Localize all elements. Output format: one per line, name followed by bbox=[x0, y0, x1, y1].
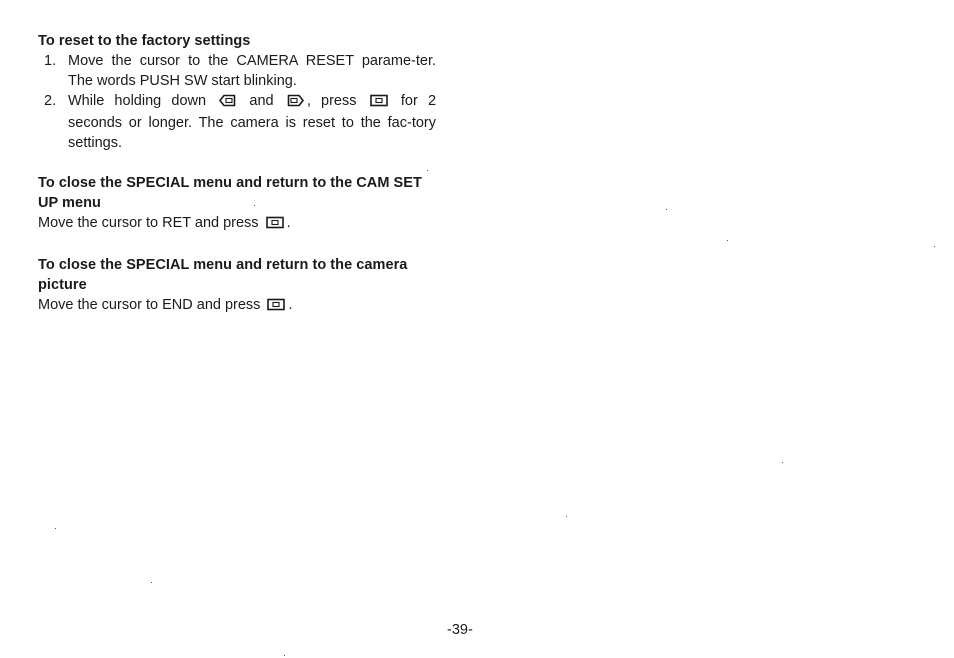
step-2-text-b: and bbox=[249, 93, 274, 109]
step-2-number: 2. bbox=[44, 93, 57, 109]
factory-reset-section bbox=[38, 31, 438, 153]
scan-speck bbox=[727, 240, 728, 241]
scan-speck bbox=[566, 516, 567, 517]
select-button-icon bbox=[266, 215, 284, 235]
scan-speck bbox=[427, 170, 428, 171]
scan-speck bbox=[666, 209, 667, 210]
step-2 bbox=[38, 91, 436, 153]
scan-speck bbox=[254, 205, 255, 206]
factory-reset-steps bbox=[38, 51, 438, 153]
right-arrow-button-icon bbox=[287, 93, 304, 113]
scan-speck bbox=[782, 462, 783, 463]
step-1-text: Move the cursor to the CAMERA RESET parame-ter. The words PUSH SW start blinking. bbox=[68, 53, 436, 89]
step-2-text-d: for 2 seconds or longer. The camera is reset to the fac-tory settings. bbox=[68, 93, 437, 151]
select-button-icon bbox=[370, 93, 388, 113]
close-to-camera-picture-period: . bbox=[288, 297, 293, 313]
close-to-cam-setup-heading: To close the SPECIAL menu and return to the CAM SET UP menu bbox=[38, 175, 422, 211]
scan-speck bbox=[55, 528, 56, 529]
close-to-cam-setup-instruction: Move the cursor to RET and press bbox=[38, 215, 259, 231]
scan-speck bbox=[151, 582, 152, 583]
close-to-camera-picture-section bbox=[38, 255, 438, 317]
manual-page-content bbox=[38, 31, 438, 337]
page-number: -39- bbox=[447, 622, 473, 638]
scan-speck bbox=[284, 655, 285, 656]
close-to-cam-setup-text bbox=[38, 213, 438, 235]
close-to-camera-picture-text bbox=[38, 295, 438, 317]
close-to-camera-picture-instruction: Move the cursor to END and press bbox=[38, 297, 261, 313]
close-to-cam-setup-period: . bbox=[286, 215, 291, 231]
step-2-text-c: , press bbox=[306, 93, 357, 109]
close-to-cam-setup-section bbox=[38, 173, 438, 235]
step-1 bbox=[38, 51, 436, 91]
step-1-number: 1. bbox=[44, 53, 57, 69]
scan-speck bbox=[934, 246, 935, 247]
step-2-text-a: While holding down bbox=[68, 93, 207, 109]
factory-reset-heading: To reset to the factory settings bbox=[38, 33, 251, 49]
close-to-camera-picture-heading: To close the SPECIAL menu and return to the camera picture bbox=[38, 257, 408, 293]
select-button-icon bbox=[267, 297, 285, 317]
left-arrow-button-icon bbox=[219, 93, 236, 113]
